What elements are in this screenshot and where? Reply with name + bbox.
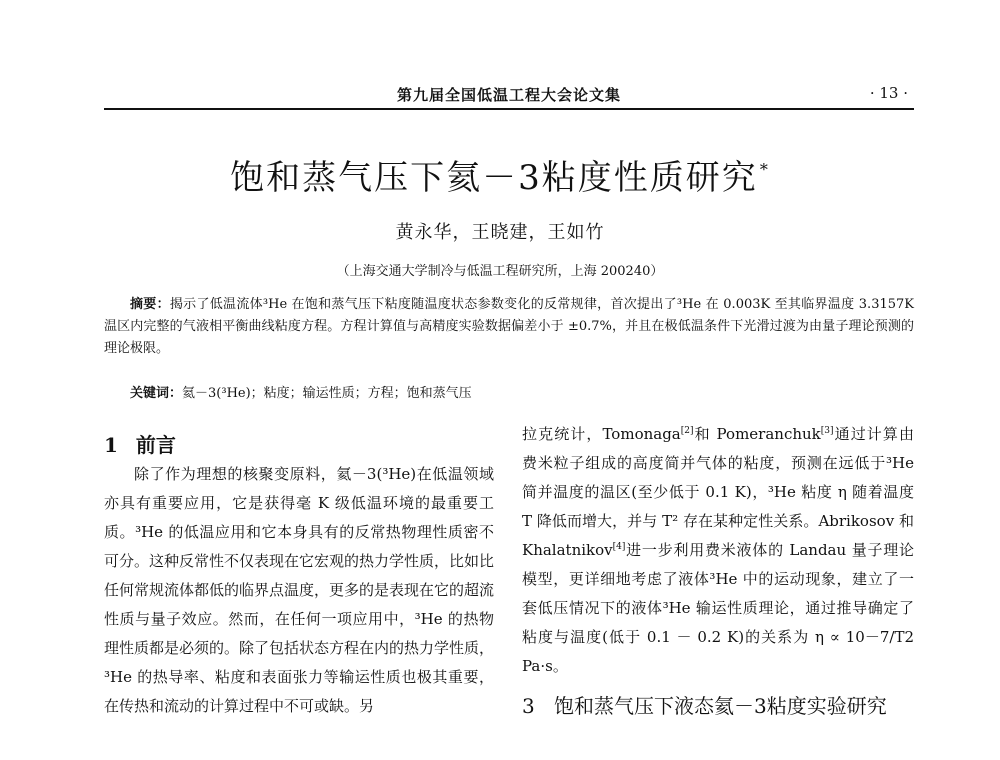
section-1-number: 1 — [104, 433, 118, 457]
para-part-4: 进一步利用费米液体的 Landau 量子理论模型，更详细地考虑了液体³He 中的运动现象，建立了一套低压情况下的液体³He 输运性质理论，通过推导确定了粘度与温度(低于 0.1 － 0.2 K)的关系为 η ∝ 10－7/T2 Pa·s。 — [522, 541, 914, 675]
left-column — [104, 430, 494, 721]
section-1-paragraph: 除了作为理想的核聚变原料，氦－3(³He)在低温领域亦具有重要应用，它是获得毫 K 级低温环境的最重要工质。³He 的低温应用和它本身具有的反常热物理性质密不可分。这种反常性不仅表现在它宏观的热力学性质，比如比任何常规流体都低的临界点温度，更多的是表现在它的超流性质与量子效应。然而，在任何一项应用中，³He 的热物理性质都是必须的。除了包括状态方程在内的热力学性质，³He 的热导率、粘度和表面张力等输运性质也极其重要，在传热和流动的计算过程中不可或缺。另 — [104, 465, 495, 715]
title-footnote-marker: * — [759, 160, 770, 179]
para-part-3: 通过计算由费米粒子组成的高度简并气体的粘度，预测在远低于³He 简并温度的温区(至少低于 0.1 K)，³He 粘度 η 随着温度 T 降低而增大，并与 T² 存在某种定性关系。Abrikosov 和 Khalatnikov — [522, 425, 914, 559]
keywords — [104, 382, 914, 401]
section-3-title: 饱和蒸气压下液态氦－3粘度实验研究 — [554, 694, 887, 718]
continued-paragraph — [522, 420, 914, 681]
reference-2: [2] — [680, 426, 694, 436]
abstract-label: 摘要： — [130, 297, 170, 312]
journal-title: 第九届全国低温工程大会论文集 — [396, 86, 621, 104]
paper-title-text: 饱和蒸气压下氦－3粘度性质研究 — [230, 158, 758, 198]
section-3-number: 3 — [522, 694, 535, 718]
abstract-text: 揭示了低温流体³He 在饱和蒸气压下粘度随温度状态参数变化的反常规律，首次提出了³He 在 0.003K 至其临界温度 3.3157K 温区内完整的气液相平衡曲线粘度方程。方程计算值与高精度实验数据偏差小于 ±0.7%，并且在极低温条件下光滑过渡为由量子理论预测的理论极限。 — [104, 297, 914, 356]
reference-4: [4] — [612, 542, 626, 552]
right-column — [522, 420, 914, 721]
para-part-2: 和 Pomeranchuk — [693, 425, 821, 443]
abstract — [104, 294, 914, 360]
section-1-heading — [104, 430, 494, 460]
running-header — [104, 78, 914, 110]
page-number: · 13 · — [869, 84, 908, 102]
section-1-title: 前言 — [135, 433, 176, 457]
author-list: 黄永华，王晓建，王如竹 — [395, 222, 605, 243]
keywords-label: 关键词： — [130, 386, 183, 401]
paper-title — [0, 150, 1000, 199]
affiliation: （上海交通大学制冷与低温工程研究所，上海 200240） — [336, 264, 664, 279]
keywords-text: 氦－3(³He)；粘度；输运性质；方程；饱和蒸气压 — [182, 386, 472, 401]
para-part-1: 拉克统计，Tomonaga — [522, 425, 681, 443]
reference-3: [3] — [820, 426, 834, 436]
section-3-heading — [522, 691, 914, 721]
